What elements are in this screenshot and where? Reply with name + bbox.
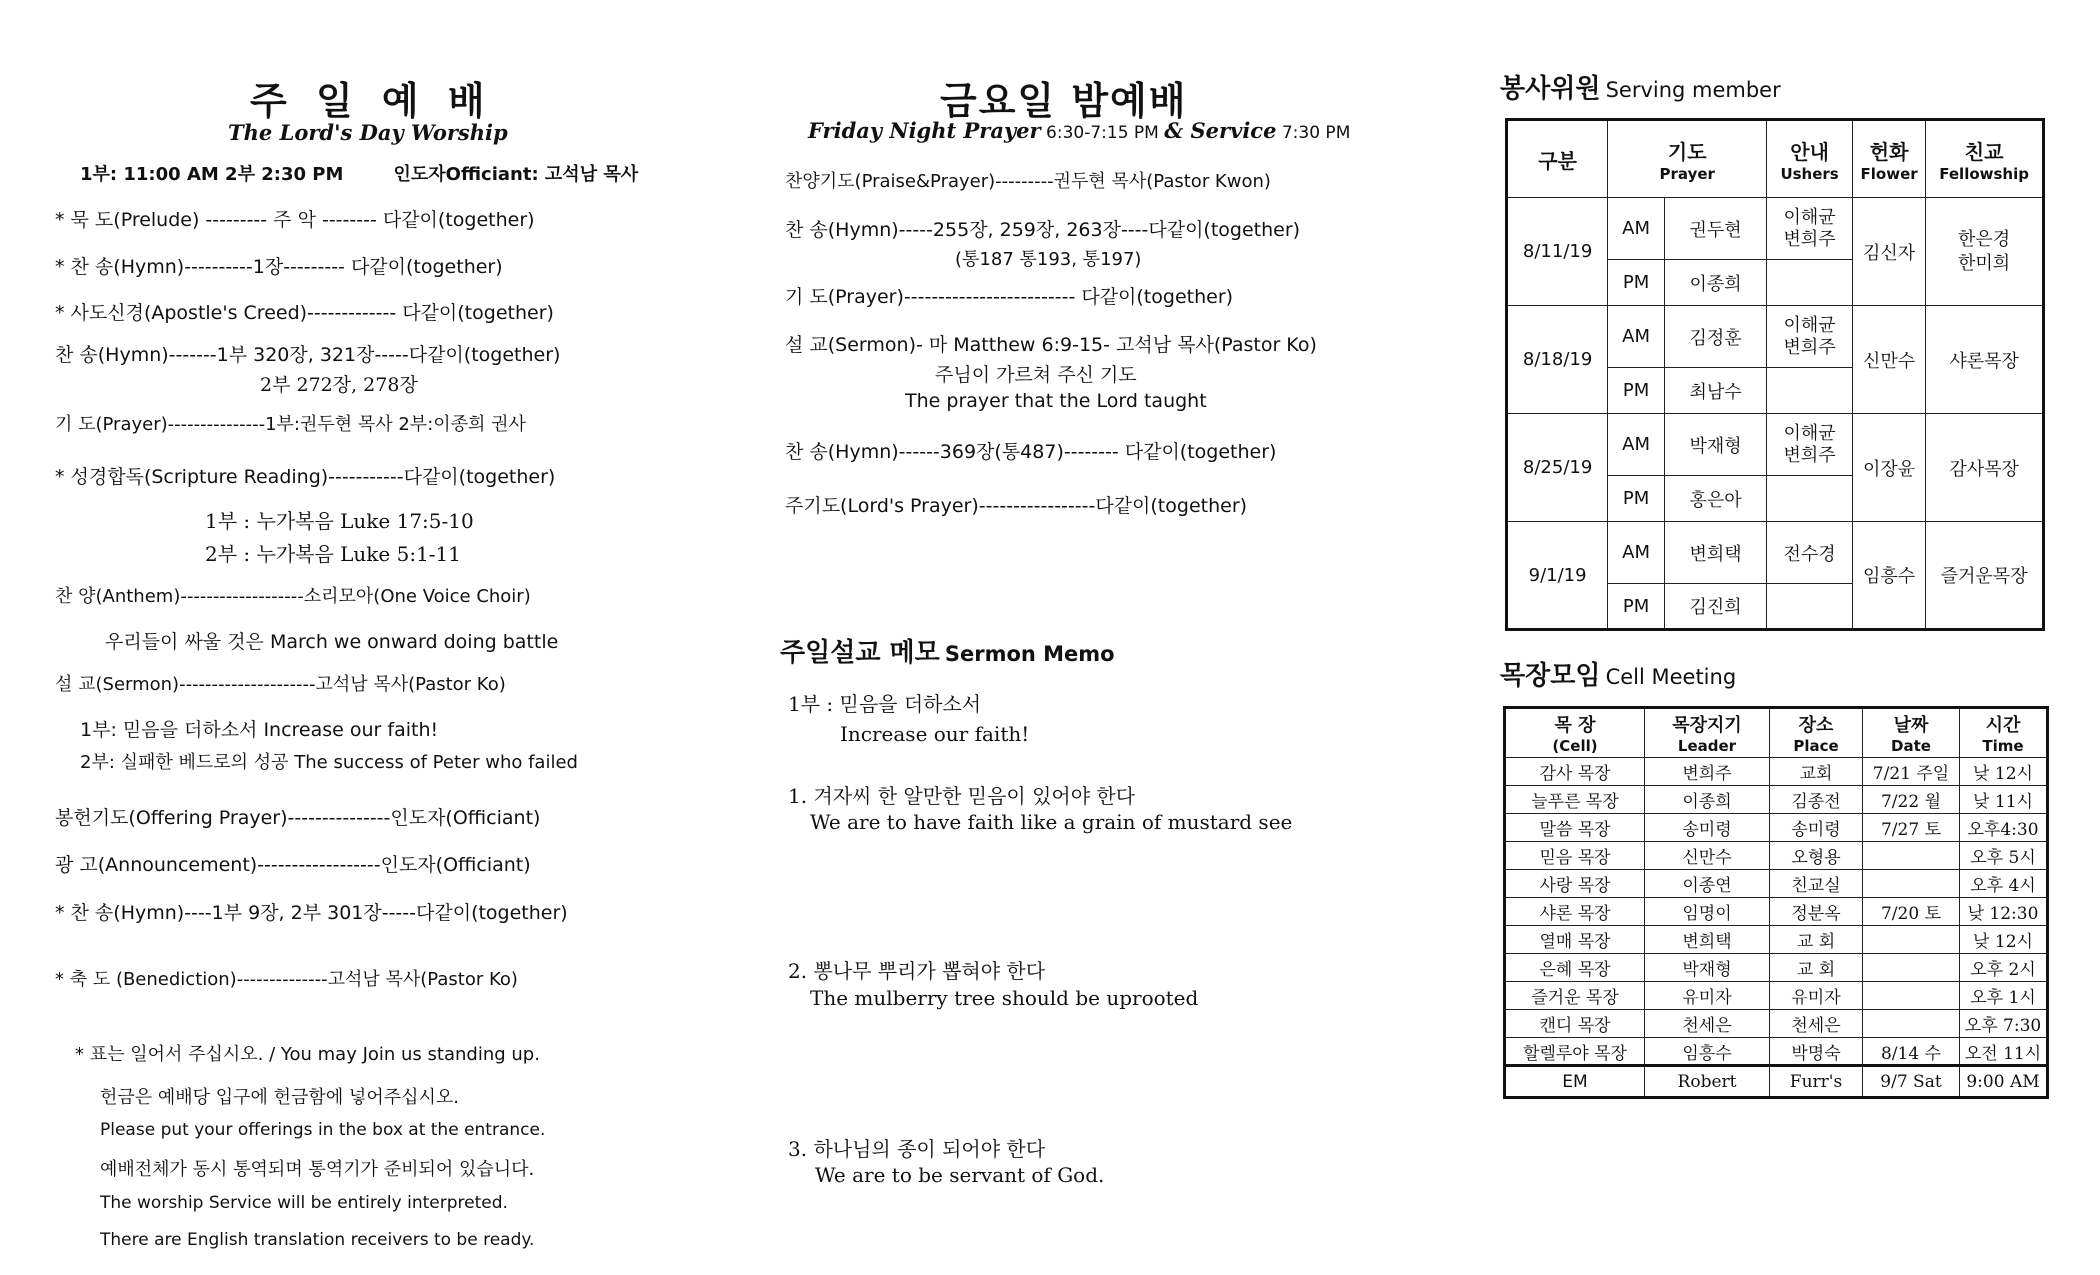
friday-subtitle [808,118,1350,143]
flower-cell: 김신자 [1852,198,1925,306]
leader-cell: 신만수 [1645,842,1770,870]
friday-time-a: 6:30-7:15 PM [1040,123,1165,143]
cell-title-kr: 목장모임 [1500,661,1601,691]
place-cell: 송미령 [1770,814,1863,842]
memo-line: 3. 하나님의 종이 되어야 한다 [788,1137,1046,1161]
col-ushers: 안내 Ushers [1767,120,1853,198]
date-cell: 8/11/19 [1507,198,1608,306]
friday-title-kr: 금요일 밤예배 [940,79,1188,123]
pm-label: PM [1608,260,1665,306]
prayer-cell: 최남수 [1665,368,1767,414]
order-line: * 성경합독(Scripture Reading)-----------다같이(together) [55,466,556,488]
date-cell [1863,926,1960,954]
order-line: 기 도(Prayer)---------------1부:권두현 목사 2부:이종희 권사 [55,414,526,435]
leader-cell: 임흥수 [1645,1038,1770,1066]
table-row [1505,758,2048,786]
memo-line: 1부 : 믿음을 더하소서 [788,692,982,716]
col-time: 시간 Time [1960,708,2048,758]
cell-cell: 샤론 목장 [1505,898,1645,926]
serving-table [1505,118,2045,631]
note-line: Please put your offerings in the box at the entrance. [100,1120,546,1140]
prayer-cell: 이종희 [1665,260,1767,306]
sermon-title-1: 1부: 믿음을 더하소서 Increase our faith! [80,719,439,741]
leader-cell: 변희주 [1645,758,1770,786]
order-line: 2부 272장, 278장 [260,374,418,396]
table-row [1505,870,2048,898]
prayer-cell: 홍은아 [1665,476,1767,522]
time-cell: 낮 12시 [1960,926,2048,954]
col-cell: 목 장 (Cell) [1505,708,1645,758]
fellowship-cell: 샤론목장 [1926,306,2044,414]
sunday-times-officiant: 1부: 11:00 AM 2부 2:30 PM 인도자Officiant: 고석남 목사 [80,164,639,185]
pm-label: PM [1608,368,1665,414]
date-cell: 9/7 Sat [1863,1066,1960,1098]
order-line: * 찬 송(Hymn)----------1장--------- 다같이(together) [55,256,503,278]
time-cell: 오후 4시 [1960,870,2048,898]
col-fellowship: 친교 Fellowship [1926,120,2044,198]
order-line: 찬 송(Hymn)-------1부 320장, 321장-----다같이(together) [55,344,561,366]
note-line: * 표는 일어서 주십시오. / You may Join us standing up. [75,1044,540,1065]
note-line: 예배전체가 동시 통역되며 통역기가 준비되어 있습니다. [100,1159,535,1180]
friday-line: 주님이 가르쳐 주신 기도 [935,364,1137,386]
leader-cell: 임명이 [1645,898,1770,926]
date-cell [1863,982,1960,1010]
place-cell: 교 회 [1770,954,1863,982]
time-cell: 오전 11시 [1960,1038,2048,1066]
memo-line: We are to be servant of God. [815,1163,1105,1187]
friday-line: 기 도(Prayer)------------------------- 다같이(together) [785,286,1234,308]
cell-cell: 말씀 목장 [1505,814,1645,842]
order-line: 찬 양(Anthem)-------------------소리모아(One Voice Choir) [55,586,531,607]
cell-cell: 늘푸른 목장 [1505,786,1645,814]
note-line: 헌금은 예배당 입구에 헌금함에 넣어주십시오. [100,1087,459,1108]
date-cell [1863,842,1960,870]
place-cell: 교 회 [1770,926,1863,954]
col-date: 날짜 Date [1863,708,1960,758]
place-cell: 정분옥 [1770,898,1863,926]
memo-title-en: Sermon Memo [944,642,1115,666]
sermon-title-2: 2부: 실패한 베드로의 성공 The success of Peter who failed [80,752,578,773]
prayer-cell: 김정훈 [1665,306,1767,368]
scripture-line: 2부 : 누가복음 Luke 5:1-11 [205,542,462,566]
cell-cell: 캔디 목장 [1505,1010,1645,1038]
place-cell: 박명숙 [1770,1038,1863,1066]
sunday-title-en: The Lord's Day Worship [228,120,508,145]
friday-line: 찬양기도(Praise&Prayer)---------권두현 목사(Pastor Kwon) [785,171,1271,192]
friday-line: 찬 송(Hymn)-----255장, 259장, 263장----다같이(together) [785,219,1301,241]
time-cell: 낮 11시 [1960,786,2048,814]
serving-header [1500,68,1781,105]
memo-line: Increase our faith! [840,722,1030,746]
time-cell: 오후 7:30 [1960,1010,2048,1038]
date-cell [1863,954,1960,982]
cell-body [1505,758,2048,1098]
cell-cell: 믿음 목장 [1505,842,1645,870]
date-cell: 8/14 수 [1863,1038,1960,1066]
flower-cell: 임흥수 [1852,522,1925,630]
date-cell: 7/22 월 [1863,786,1960,814]
sunday-title-kr: 주 일 예 배 [250,79,493,123]
order-line: 봉헌기도(Offering Prayer)---------------인도자(Officiant) [55,807,541,829]
fellowship-cell: 한은경 한미희 [1926,198,2044,306]
place-cell: 오형용 [1770,842,1863,870]
cell-header [1500,655,1736,692]
leader-cell: 박재형 [1645,954,1770,982]
order-line: * 축 도 (Benediction)--------------고석남 목사(Pastor Ko) [55,969,518,990]
cell-cell: EM [1505,1066,1645,1098]
date-cell: 7/20 토 [1863,898,1960,926]
time-cell: 오후 2시 [1960,954,2048,982]
leader-cell: 송미령 [1645,814,1770,842]
table-row [1505,898,2048,926]
order-line: 광 고(Announcement)------------------인도자(Officiant) [55,854,531,876]
note-line: There are English translation receivers to be ready. [100,1230,535,1250]
order-line: * 묵 도(Prelude) --------- 주 악 -------- 다같이(together) [55,209,535,231]
scripture-line: 1부 : 누가복음 Luke 17:5-10 [205,509,474,533]
col-flower: 헌화 Flower [1852,120,1925,198]
pm-label: PM [1608,476,1665,522]
date-cell: 8/25/19 [1507,414,1608,522]
place-cell: Furr's [1770,1066,1863,1098]
col-place: 장소 Place [1770,708,1863,758]
table-row [1507,414,2044,476]
cell-cell: 열매 목장 [1505,926,1645,954]
order-line: 설 교(Sermon)---------------------고석남 목사(Pastor Ko) [55,674,506,695]
memo-line: 1. 겨자씨 한 알만한 믿음이 있어야 한다 [788,784,1136,808]
place-cell: 김종전 [1770,786,1863,814]
cell-cell: 사랑 목장 [1505,870,1645,898]
ushers-cell [1767,584,1853,630]
table-row [1505,954,2048,982]
table-row [1507,522,2044,584]
table-row [1505,814,2048,842]
serving-header-row [1507,120,2044,198]
friday-title-en-a: Friday Night Prayer [808,118,1041,143]
time-cell: 낮 12:30 [1960,898,2048,926]
prayer-cell: 박재형 [1665,414,1767,476]
date-cell: 8/18/19 [1507,306,1608,414]
place-cell: 친교실 [1770,870,1863,898]
fellowship-cell: 즐거운목장 [1926,522,2044,630]
time-cell: 오후 5시 [1960,842,2048,870]
cell-cell: 할렐루야 목장 [1505,1038,1645,1066]
leader-cell: 천세은 [1645,1010,1770,1038]
cell-table [1503,706,2049,1099]
memo-title-kr: 주일설교 메모 [780,638,940,668]
leader-cell: 이종희 [1645,786,1770,814]
cell-cell: 은혜 목장 [1505,954,1645,982]
table-row [1505,1010,2048,1038]
note-line: The worship Service will be entirely interpreted. [100,1193,508,1213]
flower-cell: 신만수 [1852,306,1925,414]
col-leader: 목장지기 Leader [1645,708,1770,758]
cell-title-en: Cell Meeting [1605,665,1737,689]
table-row [1505,786,2048,814]
memo-line: 2. 뽕나무 뿌리가 뽑혀야 한다 [788,959,1046,983]
time-cell: 9:00 AM [1960,1066,2048,1098]
fellowship-cell: 감사목장 [1926,414,2044,522]
ushers-cell: 전수경 [1767,522,1853,584]
ushers-cell: 이해균 변희주 [1767,306,1853,368]
pm-label: PM [1608,584,1665,630]
place-cell: 천세은 [1770,1010,1863,1038]
friday-line: 주기도(Lord's Prayer)-----------------다같이(together) [785,495,1248,517]
ushers-cell: 이해균 변희주 [1767,198,1853,260]
am-label: AM [1608,522,1665,584]
time-cell: 낮 12시 [1960,758,2048,786]
time-cell: 오후 1시 [1960,982,2048,1010]
order-line: * 사도신경(Apostle's Creed)------------- 다같이(together) [55,302,554,324]
cell-header-row [1505,708,2048,758]
flower-cell: 이장윤 [1852,414,1925,522]
am-label: AM [1608,306,1665,368]
place-cell: 교회 [1770,758,1863,786]
prayer-cell: 권두현 [1665,198,1767,260]
place-cell: 유미자 [1770,982,1863,1010]
prayer-cell: 변희택 [1665,522,1767,584]
order-line: * 찬 송(Hymn)----1부 9장, 2부 301장-----다같이(together) [55,902,568,924]
serving-title-en: Serving member [1605,78,1781,102]
time-cell: 오후4:30 [1960,814,2048,842]
leader-cell: 이종연 [1645,870,1770,898]
leader-cell: Robert [1645,1066,1770,1098]
date-cell [1863,870,1960,898]
ushers-cell [1767,476,1853,522]
table-row [1505,842,2048,870]
date-cell: 7/27 토 [1863,814,1960,842]
ushers-cell [1767,260,1853,306]
friday-line: 찬 송(Hymn)------369장(통487)-------- 다같이(together) [785,441,1277,463]
table-row [1507,198,2044,260]
table-row [1505,1066,2048,1098]
memo-header [780,632,1115,669]
friday-line: (통187 통193, 통197) [955,249,1142,270]
date-cell: 9/1/19 [1507,522,1608,630]
prayer-cell: 김진희 [1665,584,1767,630]
date-cell: 7/21 주일 [1863,758,1960,786]
table-row [1505,926,2048,954]
cell-cell: 감사 목장 [1505,758,1645,786]
friday-time-b: 7:30 PM [1276,123,1351,143]
cell-cell: 즐거운 목장 [1505,982,1645,1010]
col-category: 구분 [1507,120,1608,198]
friday-line: The prayer that the Lord taught [905,390,1207,412]
memo-line: We are to have faith like a grain of mustard see [810,810,1293,834]
friday-line: 설 교(Sermon)- 마 Matthew 6:9-15- 고석남 목사(Pastor Ko) [785,334,1317,356]
table-row [1507,306,2044,368]
ushers-cell [1767,368,1853,414]
am-label: AM [1608,198,1665,260]
serving-title-kr: 봉사위원 [1500,74,1601,104]
leader-cell: 변희택 [1645,926,1770,954]
ushers-cell: 이해균 변희주 [1767,414,1853,476]
friday-title-en-b: & Service [1164,118,1277,143]
leader-cell: 유미자 [1645,982,1770,1010]
col-prayer: 기도 Prayer [1608,120,1767,198]
table-row [1505,982,2048,1010]
date-cell [1863,1010,1960,1038]
table-row [1505,1038,2048,1066]
memo-line: The mulberry tree should be uprooted [810,986,1199,1010]
am-label: AM [1608,414,1665,476]
anthem-title: 우리들이 싸울 것은 March we onward doing battle [105,631,559,653]
